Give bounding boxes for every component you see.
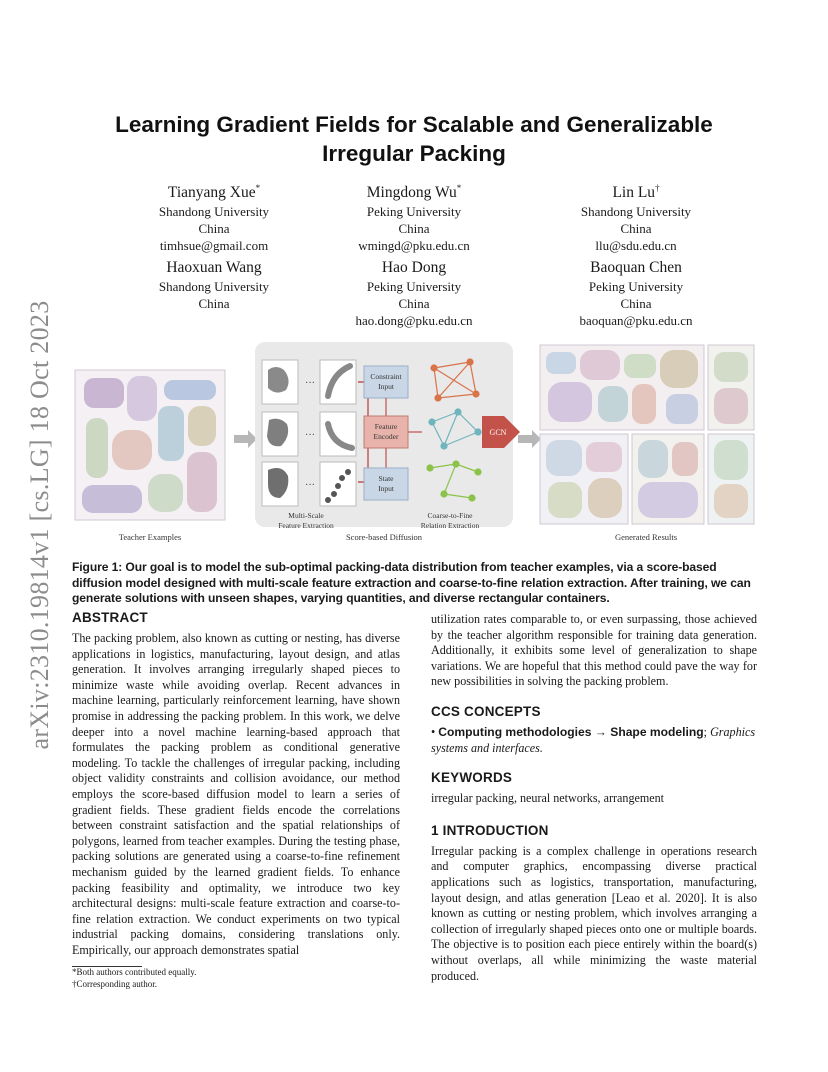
svg-text:···: ··· (305, 480, 315, 491)
multiscale-shapes (262, 360, 356, 506)
teacher-examples-image (75, 370, 225, 520)
arrow-right-icon (234, 430, 257, 448)
author-5: Hao Dong Peking University China hao.dong@pku.edu.cn (314, 258, 514, 329)
generated-results-image (540, 345, 754, 524)
svg-text:Score-based Diffusion: Score-based Diffusion (345, 532, 423, 542)
author-2: Mingdong Wu* Peking University China wmingd@pku.edu.cn (314, 178, 514, 254)
footnote-1: *Both authors contributed equally. (72, 967, 197, 978)
svg-text:Input: Input (378, 382, 394, 391)
author-email[interactable]: hao.dong@pku.edu.cn (355, 313, 473, 328)
intro-heading: 1 INTRODUCTION (431, 822, 549, 838)
author-4: Haoxuan Wang Shandong University China (158, 259, 270, 311)
svg-text:Coarse-to-Fine: Coarse-to-Fine (427, 511, 473, 520)
author-email[interactable]: timhsue@gmail.com (159, 238, 269, 254)
teacher-label: Teacher Examples (118, 532, 182, 542)
svg-text:Multi-Scale: Multi-Scale (288, 511, 324, 520)
author-email[interactable]: llu@sdu.edu.cn (595, 238, 677, 254)
svg-text:···: ··· (305, 378, 315, 389)
right-column (431, 612, 757, 984)
svg-text:Constraint: Constraint (370, 372, 402, 381)
author-3: Lin Lu† Shandong University China llu@sdu.edu.cn (536, 178, 736, 254)
generated-label: Generated Results (614, 532, 678, 542)
svg-text:Relation Extraction: Relation Extraction (420, 521, 480, 530)
svg-text:Encoder: Encoder (373, 432, 399, 441)
author-6: Baoquan Chen Peking University China baoquan@pku.edu.cn (536, 258, 736, 329)
svg-text:Input: Input (378, 484, 394, 493)
svg-text:···: ··· (305, 430, 315, 441)
arrow-right-icon (518, 430, 541, 448)
svg-text:Feature Extraction: Feature Extraction (278, 521, 334, 530)
abstract-text: The packing problem, also known as cutting or nesting, has diverse applications in logistics, manufacturing, layout design, and atlas generation. It involves arranging irregularly shaped pieces to minimize waste while avoiding overlap. Recent advances in machine learning, particularly reinforcement learning, have shown promise in addressing the packing problem. In this work, we delve deeper into a novel machine learning-based approach that formulates the packing problem as conditional generative modeling. To tackle the challenges of irregular packing, including object validity constraints and collision avoidance, our method employs the score-based diffusion model to learn a series of gradient fields. These gradient fields encode the correlations between constraint satisfaction and the spatial relationships of polygons, learned from teacher examples. During the testing phase, packing solutions are generated using a coarse-to-fine refinement mechanism guided by the learned gradient fields. To enhance packing feasibility and optimality, we introduce two key architectural designs: multi-scale feature extraction and coarse-to-fine relation extraction. We conduct experiments on two typical industrial packing domains, considering translations only. Empirically, our approach demonstrates spatial (72, 631, 400, 957)
figure-caption: Figure 1: Our goal is to model the sub-optimal packing-data distribution from teacher examples, via a score-based diffusion model designed with multi-scale feature extraction and coarse-to-fine relation extraction. After training, we can generate solutions with unseen shapes, varying quantities, and diverse rectangular containers. (72, 560, 751, 605)
ccs-concepts: • Computing methodologies → Shape modeling; Graphics systems and interfaces. (431, 724, 756, 755)
arxiv-stamp: arXiv:2310.19814v1 [cs.LG] 18 Oct 2023 (25, 300, 54, 750)
svg-text:GCN: GCN (489, 428, 507, 437)
paper-title: Learning Gradient Fields for Scalable and Generalizable Irregular Packing (115, 112, 713, 166)
abstract-continued: utilization rates comparable to, or even surpassing, those achieved by the teacher algorithm responsible for training data generation. Additionally, it exhibits some level of generalization to shape variations. We are hopeful that this method could pave the way for new possibilities in solving the packing problem. (431, 612, 757, 689)
ccs-heading: CCS CONCEPTS (431, 703, 541, 719)
author-email[interactable]: baoquan@pku.edu.cn (579, 313, 693, 328)
author-email[interactable]: wmingd@pku.edu.cn (358, 238, 470, 254)
left-column (72, 610, 400, 990)
author-1: Tianyang Xue* Shandong University China timhsue@gmail.com (114, 178, 314, 254)
abstract-heading: ABSTRACT (72, 610, 148, 625)
keywords-text: irregular packing, neural networks, arrangement (431, 791, 665, 806)
intro-text: Irregular packing is a complex challenge in operations research and computer graphics, encompassing diverse practical applications such as logistics, transportation, manufacturing, layout design, and atlas generation [Leao et al. 2020]. It is also known as cutting or nesting problem, which involves arranging a collection of irregularly shaped pieces onto one or multiple boards. The objective is to position each piece entirely within the board(s) without overlaps, all while minimizing the waste material produced. (431, 843, 757, 983)
figure-1 (72, 340, 756, 550)
footnote-2: †Corresponding author. (72, 978, 157, 989)
keywords-heading: KEYWORDS (431, 770, 513, 786)
svg-text:Feature: Feature (374, 422, 398, 431)
svg-text:State: State (378, 474, 394, 483)
